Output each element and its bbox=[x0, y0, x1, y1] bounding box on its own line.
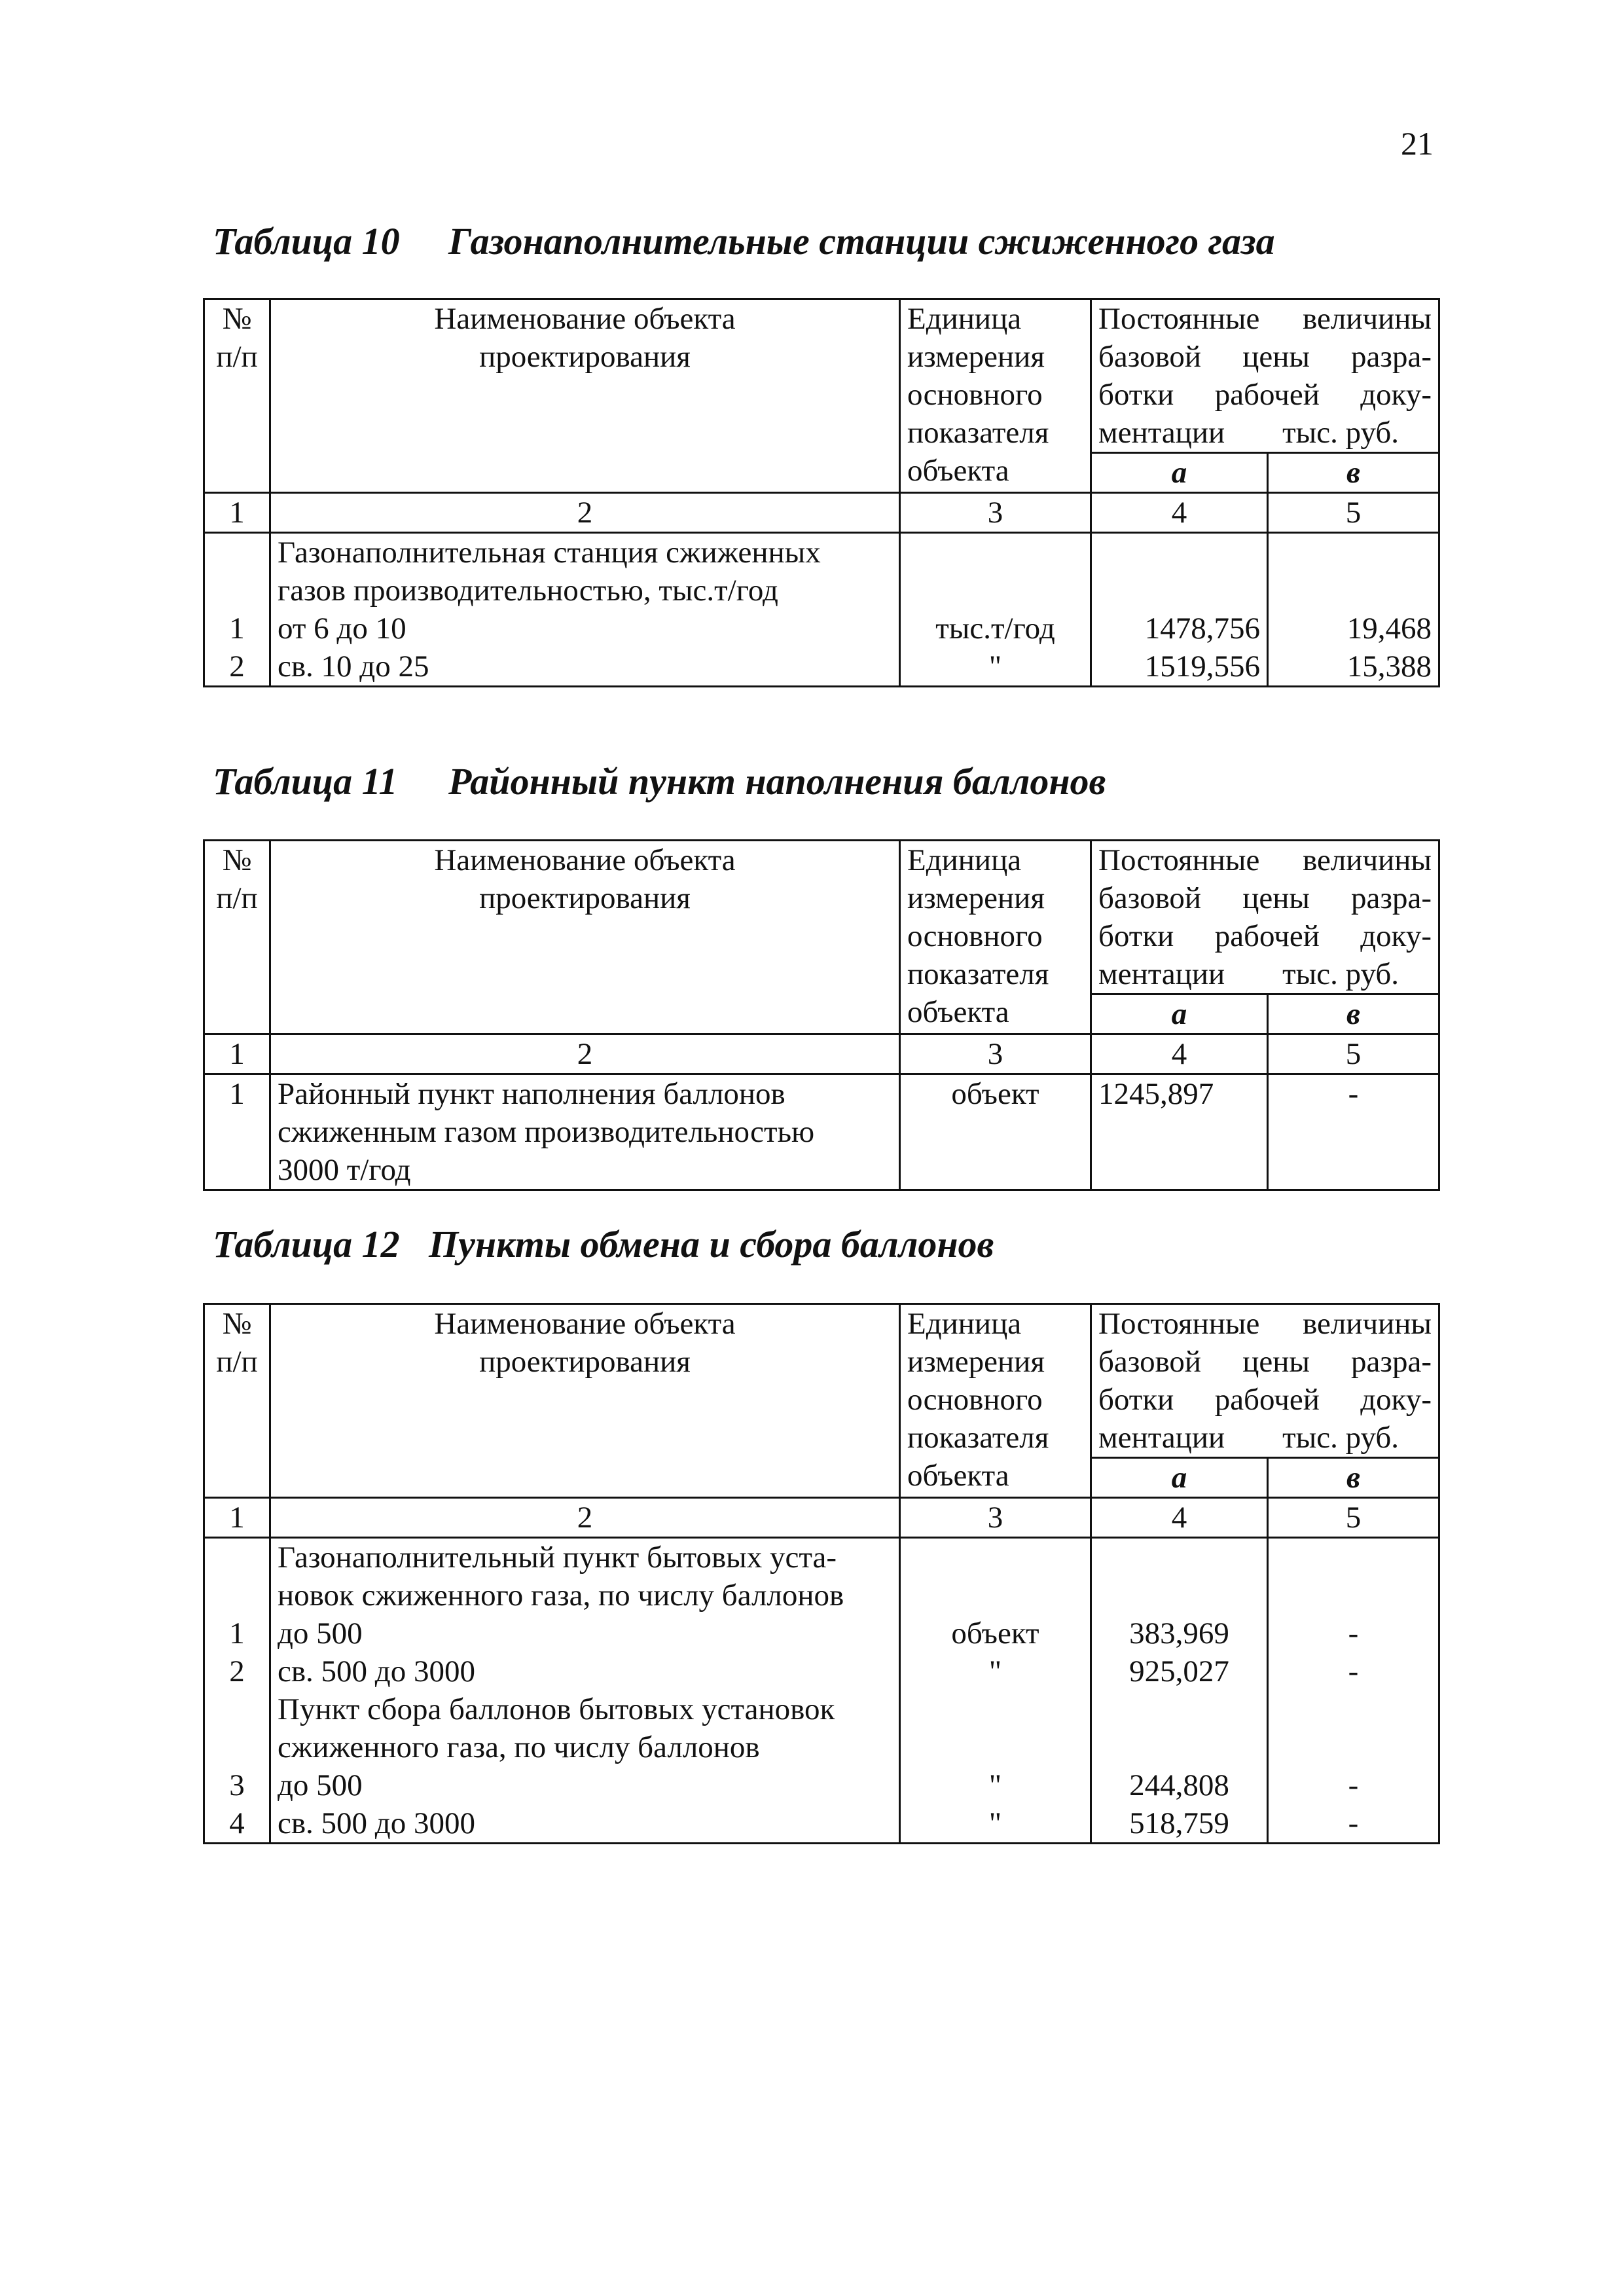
header-col-b: в bbox=[1268, 1458, 1439, 1498]
table-10-caption-title: Газонаполнительные станции сжиженного газа bbox=[448, 220, 1275, 263]
header-name: Наименование объекта проектирования bbox=[270, 841, 900, 1034]
col-number: 4 bbox=[1091, 1498, 1268, 1538]
group-title: сжиженного газа, по числу баллонов bbox=[278, 1730, 760, 1764]
group-title: Газонаполнительный пункт бытовых уста- bbox=[278, 1540, 837, 1575]
col-number: 5 bbox=[1268, 1034, 1439, 1074]
col-number: 1 bbox=[204, 493, 270, 533]
header-name: Наименование объекта проектирования bbox=[270, 1304, 900, 1498]
group-title: газов производительностью, тыс.т/год bbox=[278, 574, 778, 608]
table-10 bbox=[203, 298, 1440, 687]
header-constants: Постоянные величины базовой цены разра- ботки рабочей доку- ментации тыс. руб. bbox=[1091, 1304, 1439, 1458]
table-12-caption bbox=[213, 1222, 994, 1266]
header-constants: Постоянные величины базовой цены разра- ботки рабочей доку- ментации тыс. руб. bbox=[1091, 841, 1439, 994]
col-number: 2 bbox=[270, 1498, 900, 1538]
col-number: 5 bbox=[1268, 1498, 1439, 1538]
table-12-caption-title: Пункты обмена и сбора баллонов bbox=[429, 1223, 994, 1266]
table-row: 1 Районный пункт наполнения баллонов сжиженным газом производительностью 3000 т/год объект 1245,897 - bbox=[204, 1074, 1439, 1190]
col-number: 3 bbox=[900, 1498, 1091, 1538]
col-number: 5 bbox=[1268, 493, 1439, 533]
col-number: 1 bbox=[204, 1498, 270, 1538]
group-title: Газонаполнительная станция сжиженных bbox=[278, 536, 821, 570]
header-num: № п/п bbox=[204, 841, 270, 1034]
header-col-a: а bbox=[1091, 994, 1268, 1034]
header-unit: Единица измерения основного показателя объекта bbox=[900, 299, 1091, 493]
header-num: № п/п bbox=[204, 299, 270, 493]
table-11-caption-number: Таблица 11 bbox=[213, 760, 398, 803]
header-num: № п/п bbox=[204, 1304, 270, 1498]
header-col-a: а bbox=[1091, 1458, 1268, 1498]
col-number: 1 bbox=[204, 1034, 270, 1074]
group-title: Пункт сбора баллонов бытовых установок bbox=[278, 1692, 835, 1726]
table-10-caption-number: Таблица 10 bbox=[213, 220, 400, 263]
col-number: 4 bbox=[1091, 493, 1268, 533]
col-number: 2 bbox=[270, 1034, 900, 1074]
header-unit: Единица измерения основного показателя объекта bbox=[900, 1304, 1091, 1498]
header-name: Наименование объекта проектирования bbox=[270, 299, 900, 493]
group-title: новок сжиженного газа, по числу баллонов bbox=[278, 1578, 844, 1613]
table-12-caption-number: Таблица 12 bbox=[213, 1223, 400, 1266]
table-row: 1 2 Газонаполнительная станция сжиженных газов производительностью, тыс.т/год от 6 до 10 св. 10 до 25 тыс.т/год " 1478,756 1519,556 19,468 15,388 bbox=[204, 533, 1439, 687]
table-11-caption bbox=[213, 759, 1106, 803]
col-number: 4 bbox=[1091, 1034, 1268, 1074]
header-unit: Единица измерения основного показателя объекта bbox=[900, 841, 1091, 1034]
table-11 bbox=[203, 839, 1440, 1191]
col-number: 3 bbox=[900, 493, 1091, 533]
table-row: 1 2 3 4 Газонаполнительный пункт бытовых уста- новок сжиженного газа, по числу баллонов до 500 св. 500 до 3000 Пункт сбора баллонов бытовых установок сжиженного газа, по числу баллонов до 500 св. 500 до 3000 объект " " " 383,969 925,027 244,808 518,759 - - - - bbox=[204, 1538, 1439, 1844]
header-col-a: а bbox=[1091, 453, 1268, 493]
col-number: 2 bbox=[270, 493, 900, 533]
table-12 bbox=[203, 1303, 1440, 1844]
table-11-caption-title: Районный пункт наполнения баллонов bbox=[448, 760, 1106, 803]
page-number: 21 bbox=[1401, 125, 1434, 162]
col-number: 3 bbox=[900, 1034, 1091, 1074]
header-col-b: в bbox=[1268, 994, 1439, 1034]
header-constants: Постоянные величины базовой цены разра- ботки рабочей доку- ментации тыс. руб. bbox=[1091, 299, 1439, 453]
table-10-caption bbox=[213, 219, 1275, 263]
header-col-b: в bbox=[1268, 453, 1439, 493]
